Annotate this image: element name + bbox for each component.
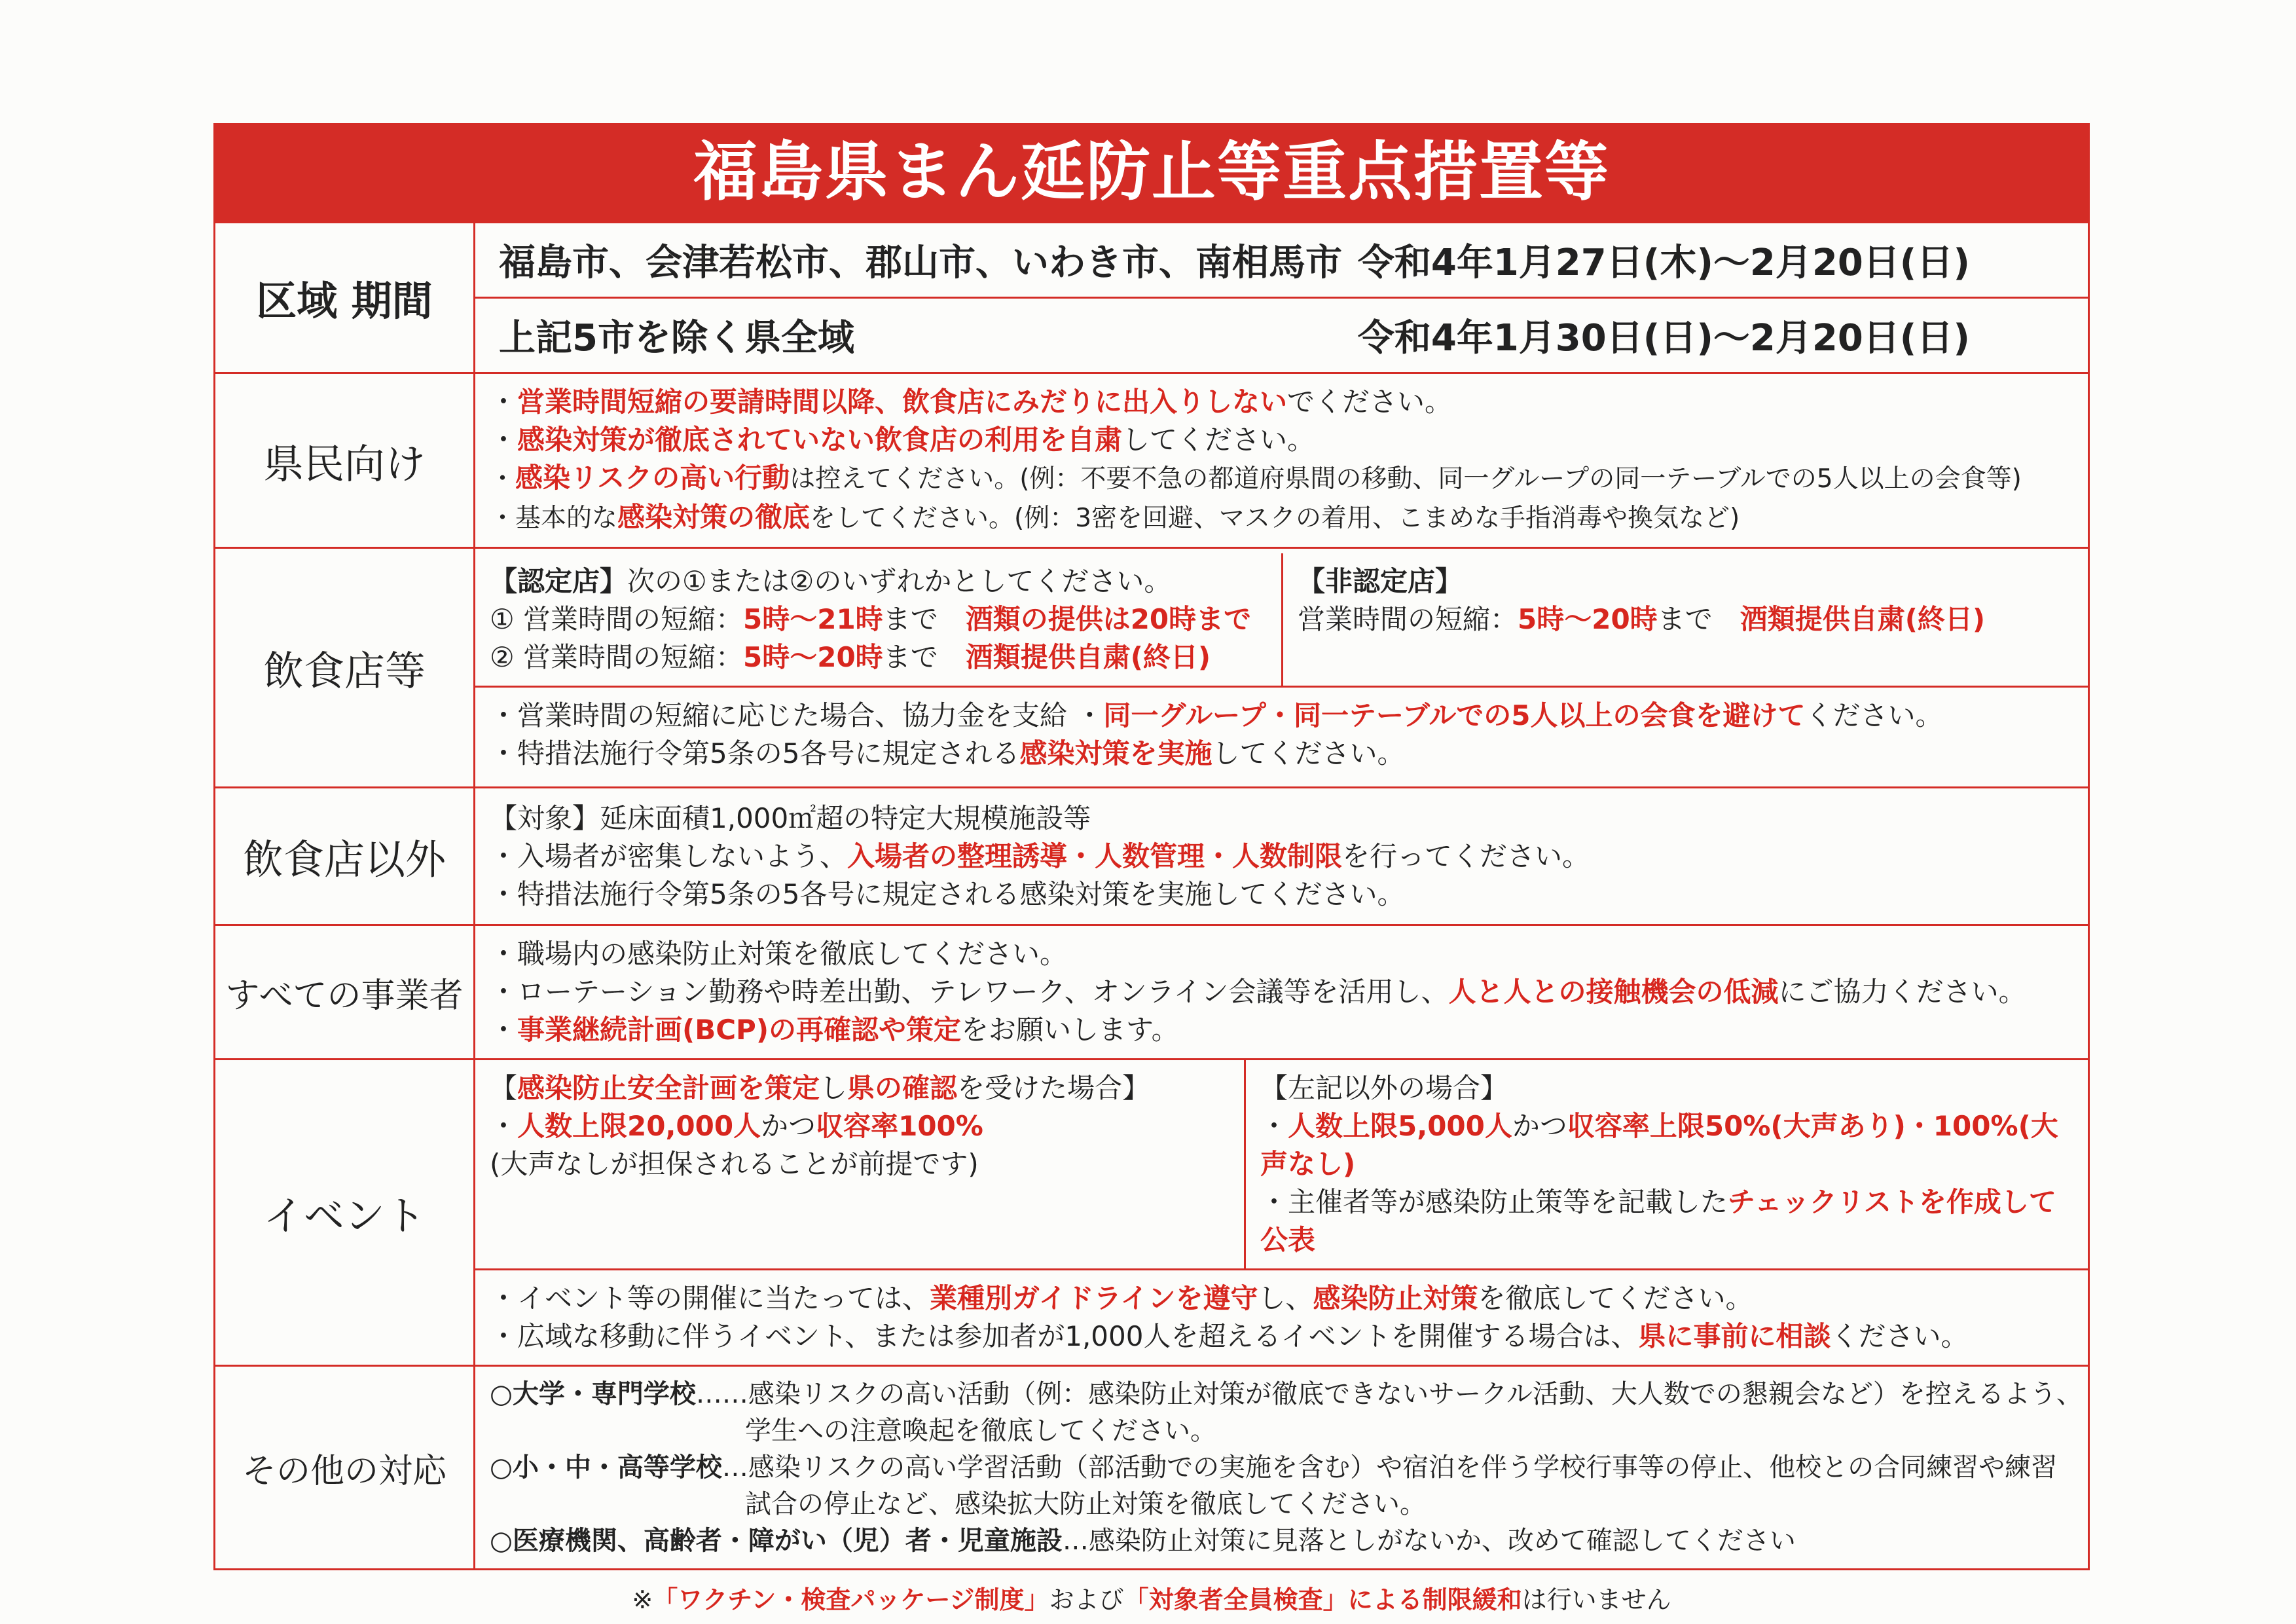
highlight: 人数上限20,000人 [517,1110,761,1142]
highlight: 収容率100% [816,1110,983,1142]
text: ・営業時間の短縮に応じた場合、協力金を支給 ・ [490,699,1104,731]
highlight: 5時～21時 [743,603,883,635]
text: ○大学・専門学校 [490,1379,696,1409]
text: ・基本的な [490,504,618,533]
area-period-label: 区域 期間 [215,223,475,373]
text: 【 [490,1072,518,1104]
text: かつ [1512,1110,1567,1142]
text: ・ [490,424,518,456]
text: ・ [490,386,518,418]
text: まで [883,603,966,635]
text: 次の①または②のいずれかとしてください。 [627,565,1172,597]
events-label: イベント [215,1060,475,1366]
text: を受けた場合】 [957,1072,1150,1104]
text: ・イベント等の開催に当たっては、 [490,1282,930,1314]
period-1: 令和4年1月27日(木)～2月20日(日) [1357,242,1970,284]
text: (大声なしが担保されることが前提です) [490,1148,979,1180]
text: ○医療機関、高齢者・障がい（児）者・児童施設 [490,1526,1063,1556]
document [213,123,2090,1615]
text: まで [1657,603,1740,635]
text: 【左記以外の場合】 [1260,1072,1508,1104]
text: ・職場内の感染防止対策を徹底してください。 [490,938,1068,970]
events-right-block [1244,1060,2088,1268]
text: 試合の停止など、感染拡大防止対策を徹底してください。 [745,1489,1426,1519]
text: ② 営業時間の短縮： [490,641,744,673]
text: を徹底してください。 [1478,1282,1753,1314]
events-content [475,1060,2089,1366]
text: ・ [490,464,516,494]
text: 学生への注意喚起を徹底してください。 [745,1416,1216,1446]
text: …感染リスクの高い学習活動（部活動での実施を含む）や宿泊を伴う学校行事等の停止、他校との合同練習や練習 [721,1452,2058,1483]
highlight: 5時～20時 [1518,603,1658,635]
text: ください。 [1831,1320,1969,1352]
restaurants-notes [475,686,2088,782]
highlight: 感染対策を実施 [1019,737,1212,769]
highlight: 「対象者全員検査」による制限緩和 [1123,1585,1522,1614]
residents-row [215,373,2089,548]
residents-label: 県民向け [215,373,475,548]
text: してください。 [1212,737,1405,769]
highlight: 同一グループ・同一テーブルでの5人以上の会食を避けて [1103,699,1806,731]
text: 【対象】延床面積1,000㎡超の特定大規模施設等 [490,802,1091,834]
restaurants-split [475,553,2088,686]
measures-table [213,221,2090,1570]
highlight: チェックリストを作成して公表 [1260,1186,2056,1256]
highlight: 感染対策の徹底 [617,501,811,533]
text: ……感染リスクの高い活動（例：感染防止対策が徹底できないサークル活動、大人数での懇親会など）を控えるよう、 [695,1379,2083,1409]
text: ・ローテーション勤務や時差出勤、テレワーク、オンライン会議等を活用し、 [490,976,1449,1008]
area-2: 上記5市を除く県全域 [499,317,854,360]
highlight: 県に事前に相談 [1638,1320,1831,1352]
footer-note [213,1579,2090,1615]
text: をしてください。(例：3密を回避、マスクの着用、こまめな手指消毒や換気など) [810,504,1740,533]
area-period-content [475,223,2089,373]
residents-line-4 [490,498,2073,538]
highlight: 事業継続計画(BCP)の再確認や策定 [517,1014,962,1046]
text: は行いません [1522,1585,1671,1614]
highlight: 営業時間短縮の要請時間以降、飲食店にみだりに出入りしない [517,386,1288,418]
highlight: 5時～20時 [743,641,883,673]
text: …感染防止対策に見落としがないか、改めて確認してください [1062,1526,1796,1556]
highlight: 収容率上限50%(大声あり)・100%(大声なし) [1260,1110,2058,1180]
non-restaurants-row [215,788,2089,925]
restaurants-content [475,548,2089,788]
highlight: 感染リスクの高い行動 [515,462,790,494]
text: ・主催者等が感染防止策等を記載した [1260,1186,1728,1218]
highlight: 人数上限5,000人 [1288,1110,1512,1142]
highlight: 県の確認 [847,1072,958,1104]
text: ・ [490,1110,518,1142]
businesses-content [475,925,2089,1060]
area-period-row [215,223,2089,373]
residents-content [475,373,2089,548]
non-restaurants-label: 飲食店以外 [215,788,475,925]
text: かつ [761,1110,816,1142]
noncertified-head: 【非認定店】 [1298,565,1463,597]
restaurants-row [215,548,2089,788]
highlight: 「ワクチン・検査パッケージ制度」 [653,1585,1049,1614]
highlight: 酒類提供自粛(終日) [1740,603,1986,635]
text: をお願いします。 [961,1014,1179,1046]
noncertified-block [1281,553,2088,686]
highlight: 酒類の提供は20時まで [965,603,1252,635]
area-row-1 [475,223,2088,297]
certified-block [475,553,1281,686]
businesses-label: すべての事業者 [215,925,475,1060]
highlight: 入場者の整理誘導・人数管理・人数制限 [847,840,1343,872]
text: まで [883,641,966,673]
highlight: 人と人との接触機会の低減 [1448,976,1779,1008]
area-1: 福島市、会津若松市、郡山市、いわき市、南相馬市 [499,242,1342,284]
highlight: 酒類提供自粛(終日) [965,641,1211,673]
text: 営業時間の短縮： [1298,603,1518,635]
highlight: 感染防止安全計画を策定 [517,1072,820,1104]
other-row [215,1366,2089,1570]
certified-head: 【認定店】 [490,565,628,597]
text: ください。 [1805,699,1943,731]
text: ・入場者が密集しないよう、 [490,840,848,872]
text: してください。 [1122,424,1315,456]
events-split [475,1060,2088,1268]
text: ・特措法施行令第5条の5各号に規定される [490,737,1020,769]
residents-line-2 [490,421,2073,459]
period-2: 令和4年1月30日(日)～2月20日(日) [1357,317,1970,360]
non-restaurants-content [475,788,2089,925]
events-notes [475,1268,2088,1365]
residents-line-1 [490,383,2073,421]
text: は控えてください。(例：不要不急の都道府県間の移動、同一グループの同一テーブルでの5人以上の会食等) [790,464,2022,494]
restaurants-label: 飲食店等 [215,548,475,788]
businesses-row [215,925,2089,1060]
highlight: 業種別ガイドラインを遵守 [930,1282,1258,1314]
other-content [475,1366,2089,1570]
highlight: 感染対策が徹底されていない飲食店の利用を自粛 [517,424,1123,456]
text: および [1049,1585,1124,1614]
events-left-block [475,1060,1244,1268]
text: ① 営業時間の短縮： [490,603,744,635]
text: でください。 [1287,386,1453,418]
residents-line-3 [490,459,2073,498]
text: ・特措法施行令第5条の5各号に規定される感染対策を実施してください。 [490,877,1405,910]
area-row-2 [475,297,2088,372]
other-label: その他の対応 [215,1366,475,1570]
text: ※ [632,1585,653,1614]
text: し、 [1258,1282,1313,1314]
text: ・ [490,1014,518,1046]
text: ・広域な移動に伴うイベント、または参加者が1,000人を超えるイベントを開催する場合は、 [490,1320,1639,1352]
text: にご協力ください。 [1778,976,2026,1008]
events-row [215,1060,2089,1366]
text: を行ってください。 [1342,840,1590,872]
text: ・ [1260,1110,1288,1142]
text: ○小・中・高等学校 [490,1452,722,1483]
title-banner: 福島県まん延防止等重点措置等 [213,123,2090,221]
highlight: 感染防止対策 [1313,1282,1478,1314]
text: し [820,1072,848,1104]
